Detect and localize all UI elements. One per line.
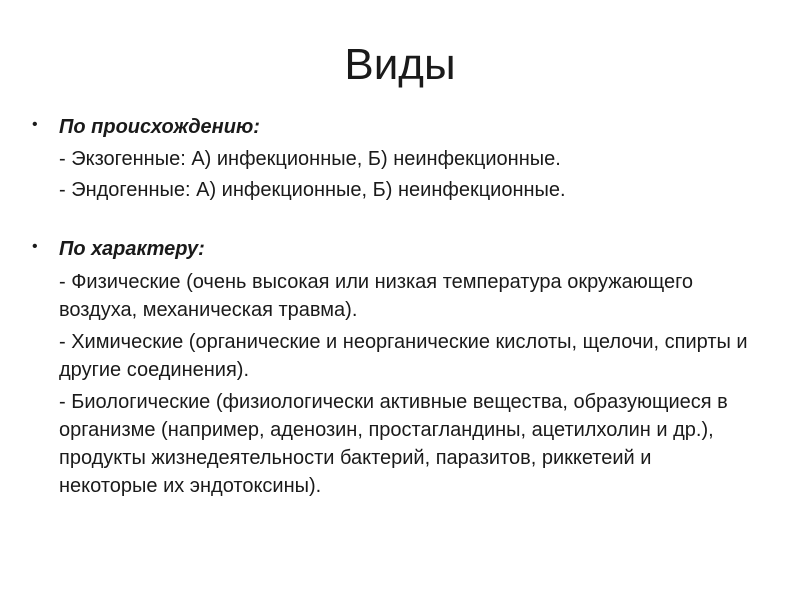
- section-heading: [30, 234, 750, 264]
- bullet-icon: •: [32, 238, 38, 255]
- list-item: - Экзогенные: А) инфекционные, Б) неинфекционные.: [59, 148, 561, 170]
- slide-content: [30, 112, 750, 500]
- section-character: [30, 234, 750, 500]
- section-origin: [30, 112, 750, 204]
- section-heading-text: По происхождению:: [59, 116, 260, 138]
- section-heading-text: По характеру:: [59, 238, 205, 260]
- bullet-icon: •: [32, 116, 38, 133]
- list-item: - Эндогенные: А) инфекционные, Б) неинфекционные.: [59, 179, 566, 201]
- list-item: - Химические (органические и неорганические кислоты, щелочи, спирты и другие соединения).: [59, 331, 748, 381]
- slide-title: Виды: [344, 40, 456, 89]
- list-item: - Биологические (физиологически активные вещества, образующиеся в организме (например, аденозин, простагландины, ацетилхолин и др.), продукты жизнедеятельности бактерий, паразитов, риккетеий и некоторые их эндотоксины).: [59, 391, 728, 497]
- section-heading: [30, 112, 750, 142]
- list-item: - Физические (очень высокая или низкая температура окружающего воздуха, механическая травма).: [59, 271, 694, 321]
